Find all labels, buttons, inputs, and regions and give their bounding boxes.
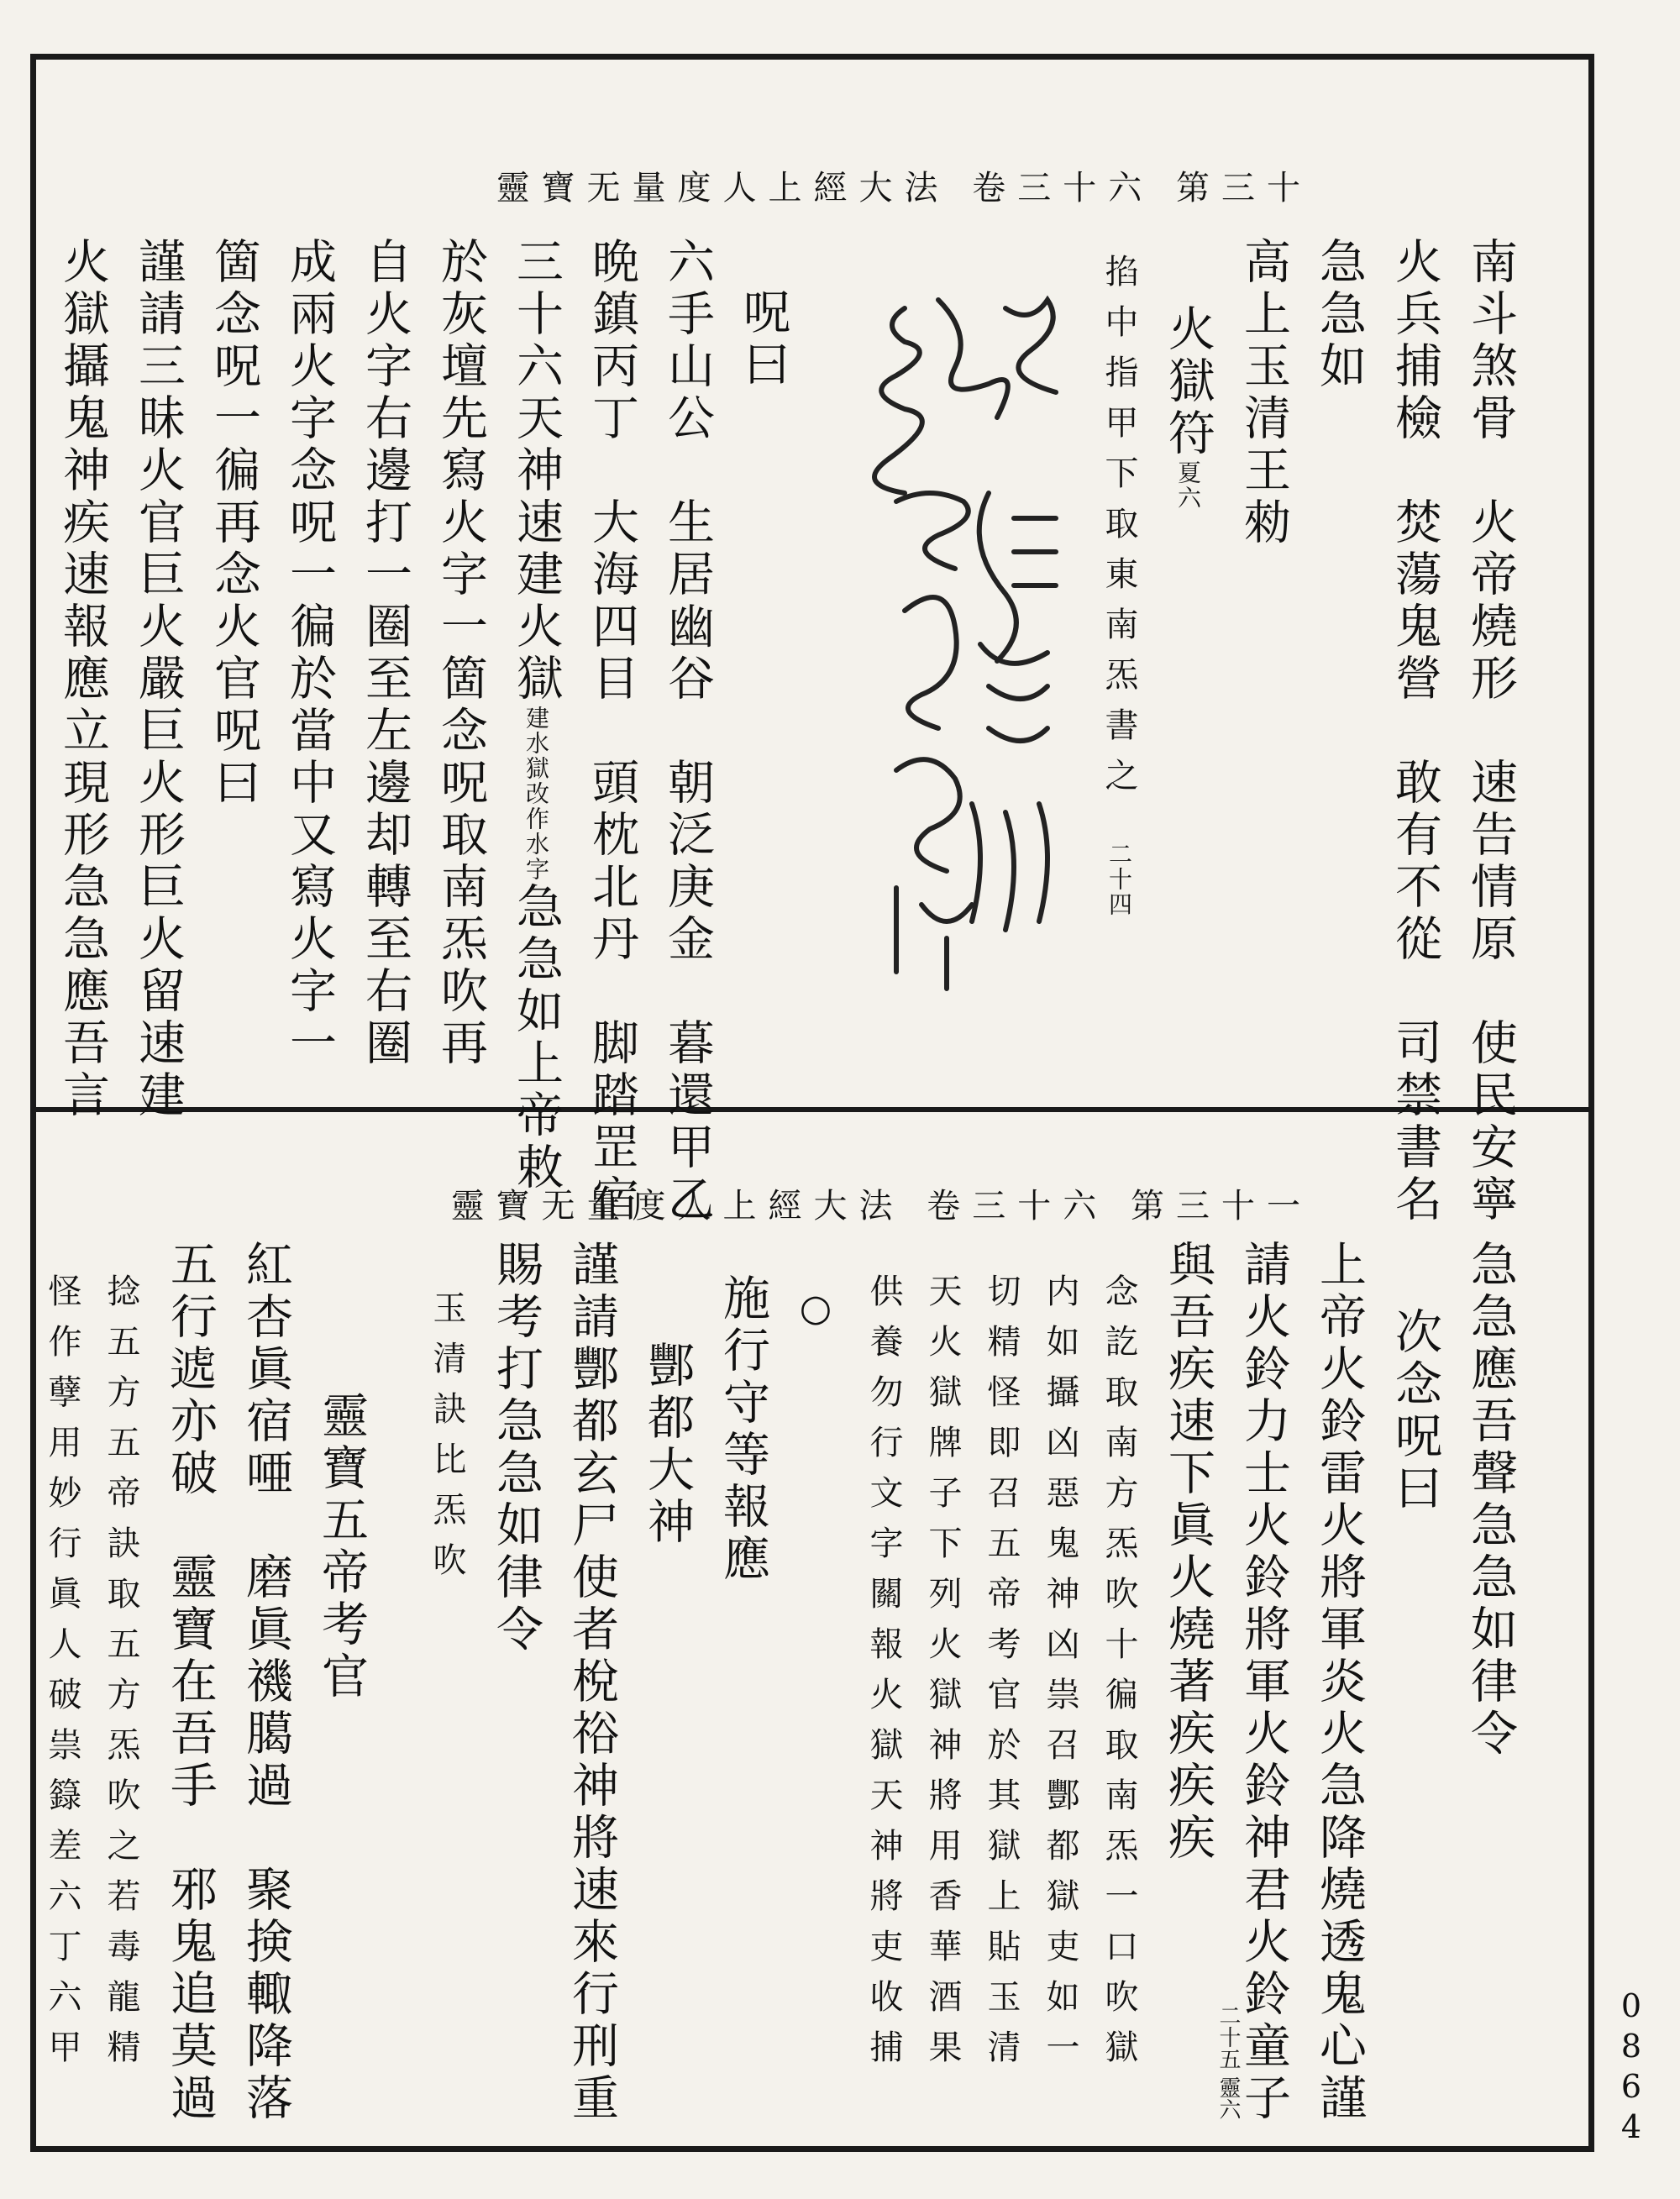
text-column bbox=[630, 1240, 699, 2125]
text-segment: 内如攝凶惡鬼神凶祟召酆都獄吏如一 bbox=[1041, 1273, 1079, 2080]
text-segment: 呪曰 bbox=[736, 287, 790, 391]
instruction-column bbox=[857, 1240, 909, 2125]
talisman-glyph-icon bbox=[846, 249, 1081, 1005]
text-segment: 供養勿行文字關報火獄天神將吏收捕 bbox=[864, 1273, 903, 2080]
text-segment: 捻五方五帝訣取五方炁吹之若毒龍精 bbox=[102, 1273, 140, 2080]
text-segment: 掐中指甲下取東南炁書之 bbox=[1100, 254, 1138, 808]
spacer bbox=[801, 237, 835, 1226]
margin-notes bbox=[1213, 2004, 1244, 2120]
text-column: 上帝火鈴雷火將軍炎火急降燒透鬼心謹 bbox=[1312, 1240, 1367, 2125]
text-column: 成兩火字念呪一徧於當中又寫火字一 bbox=[282, 237, 337, 1070]
text-column: 南斗煞骨 火帝燒形 速告情原 使民安寧 bbox=[1463, 237, 1518, 1226]
text-column bbox=[706, 1240, 774, 2125]
page-number: 0864 bbox=[1613, 1987, 1650, 2149]
text-column: 與吾疾速下眞火燒著疾疾疾 bbox=[1161, 1240, 1215, 1865]
margin-note: 建水獄改作水字 bbox=[522, 706, 550, 882]
text-column bbox=[1378, 1240, 1446, 2125]
text-column bbox=[781, 1240, 850, 2125]
text-segment: 念訖取南方炁吹十徧取南炁一口吹獄 bbox=[1100, 1273, 1138, 2080]
instruction-column bbox=[1092, 237, 1144, 1226]
text-column: 箇念呪一徧再念火官呪曰 bbox=[207, 237, 261, 810]
text-column bbox=[1151, 237, 1220, 1226]
text-segment: 三十六天神速建火獄 bbox=[509, 237, 564, 706]
instruction-column bbox=[35, 1240, 87, 2125]
text-column: 火兵捕檢 焚蕩鬼營 敢有不從 司禁書名 bbox=[1388, 237, 1442, 1226]
text-segment: 酆都大神 bbox=[640, 1341, 695, 1549]
instruction-column bbox=[1033, 1240, 1085, 2125]
text-column: 六手山公 生居幽谷 朝泛庚金 暮還甲乙 bbox=[660, 237, 715, 1226]
text-segment: 施行守等報應 bbox=[716, 1273, 770, 1586]
margin-note: 二十四 bbox=[1105, 842, 1133, 917]
instruction-column bbox=[420, 1240, 472, 2125]
fire-prison-talisman bbox=[842, 237, 1085, 1018]
bottom-page-body bbox=[35, 1240, 1522, 2125]
spacer bbox=[380, 1240, 413, 2125]
text-segment: 急急如上帝敕 bbox=[509, 882, 564, 1194]
text-column: 急急如 bbox=[1312, 237, 1367, 393]
instruction-column bbox=[94, 1240, 146, 2125]
text-column: 請火鈴力士火鈴將軍火鈴神君火鈴童子 bbox=[1236, 1240, 1291, 2125]
margin-note: 二十五 bbox=[1215, 2004, 1241, 2070]
text-segment: 天火獄牌子下列火獄神將用香華酒果 bbox=[923, 1273, 962, 2080]
text-column: 火獄攝鬼神疾速報應立現形急急應吾言 bbox=[55, 237, 110, 1122]
instruction-column bbox=[1092, 1240, 1144, 2125]
text-column bbox=[726, 237, 795, 1226]
text-column: 急急應吾聲急急如律令 bbox=[1463, 1240, 1518, 1761]
bottom-page bbox=[37, 1114, 1589, 2145]
margin-note: 靈六 bbox=[1215, 2076, 1241, 2121]
margin-note: 夏六 bbox=[1174, 460, 1202, 511]
text-column: 五行𨔛亦破 靈寶在吾手 邪鬼追莫過 bbox=[163, 1240, 218, 2125]
text-column bbox=[304, 1240, 373, 2125]
text-column: 謹請酆都玄尸使者梲𥙿神將速來行刑重 bbox=[564, 1240, 619, 2125]
text-segment: 怪作孽用妙行眞人破祟籙差六丁六甲 bbox=[43, 1273, 81, 2080]
top-page-body bbox=[45, 237, 1522, 1226]
bottom-page-header: 靈寶无量度人上經大法 卷三十六 第三十一 bbox=[450, 1187, 1312, 1225]
text-column: 於灰壇先寫火字一箇念呪取南炁吹再 bbox=[433, 237, 488, 1070]
text-segment: 高上玉清王勑 bbox=[1236, 237, 1291, 549]
instruction-column bbox=[916, 1240, 968, 2125]
text-column: 自火字右邊打一圈至左邊却轉至右圈 bbox=[358, 237, 412, 1070]
text-segment: 切精怪即召五帝考官於其獄上貼玉清 bbox=[982, 1273, 1021, 2080]
text-column: 賜考打急急如律令 bbox=[489, 1240, 543, 1656]
text-column bbox=[1226, 237, 1295, 1226]
text-column: 謹請三昧火官巨火嚴巨火形巨火留速建 bbox=[131, 237, 186, 1122]
text-column bbox=[499, 237, 568, 1226]
instruction-column bbox=[974, 1240, 1026, 2125]
text-column: 紅杏眞宿唖 磨眞禨臈過 聚𢮦輙降落 bbox=[239, 1240, 293, 2125]
text-segment: 次念呪曰 bbox=[1388, 1307, 1442, 1515]
text-column: 晩鎮丙丁 大海四目 頭枕北丹 脚踏罡宿 bbox=[585, 237, 639, 1226]
circle-mark: ○ bbox=[799, 1287, 837, 1330]
text-segment: 火獄符 bbox=[1161, 304, 1215, 460]
text-segment: 玉清訣比炁吹 bbox=[428, 1290, 466, 1593]
text-segment: 靈寶五帝考官 bbox=[314, 1391, 369, 1703]
top-page-header: 靈寶无量度人上經大法 卷三十六 第三十 bbox=[496, 169, 1312, 207]
